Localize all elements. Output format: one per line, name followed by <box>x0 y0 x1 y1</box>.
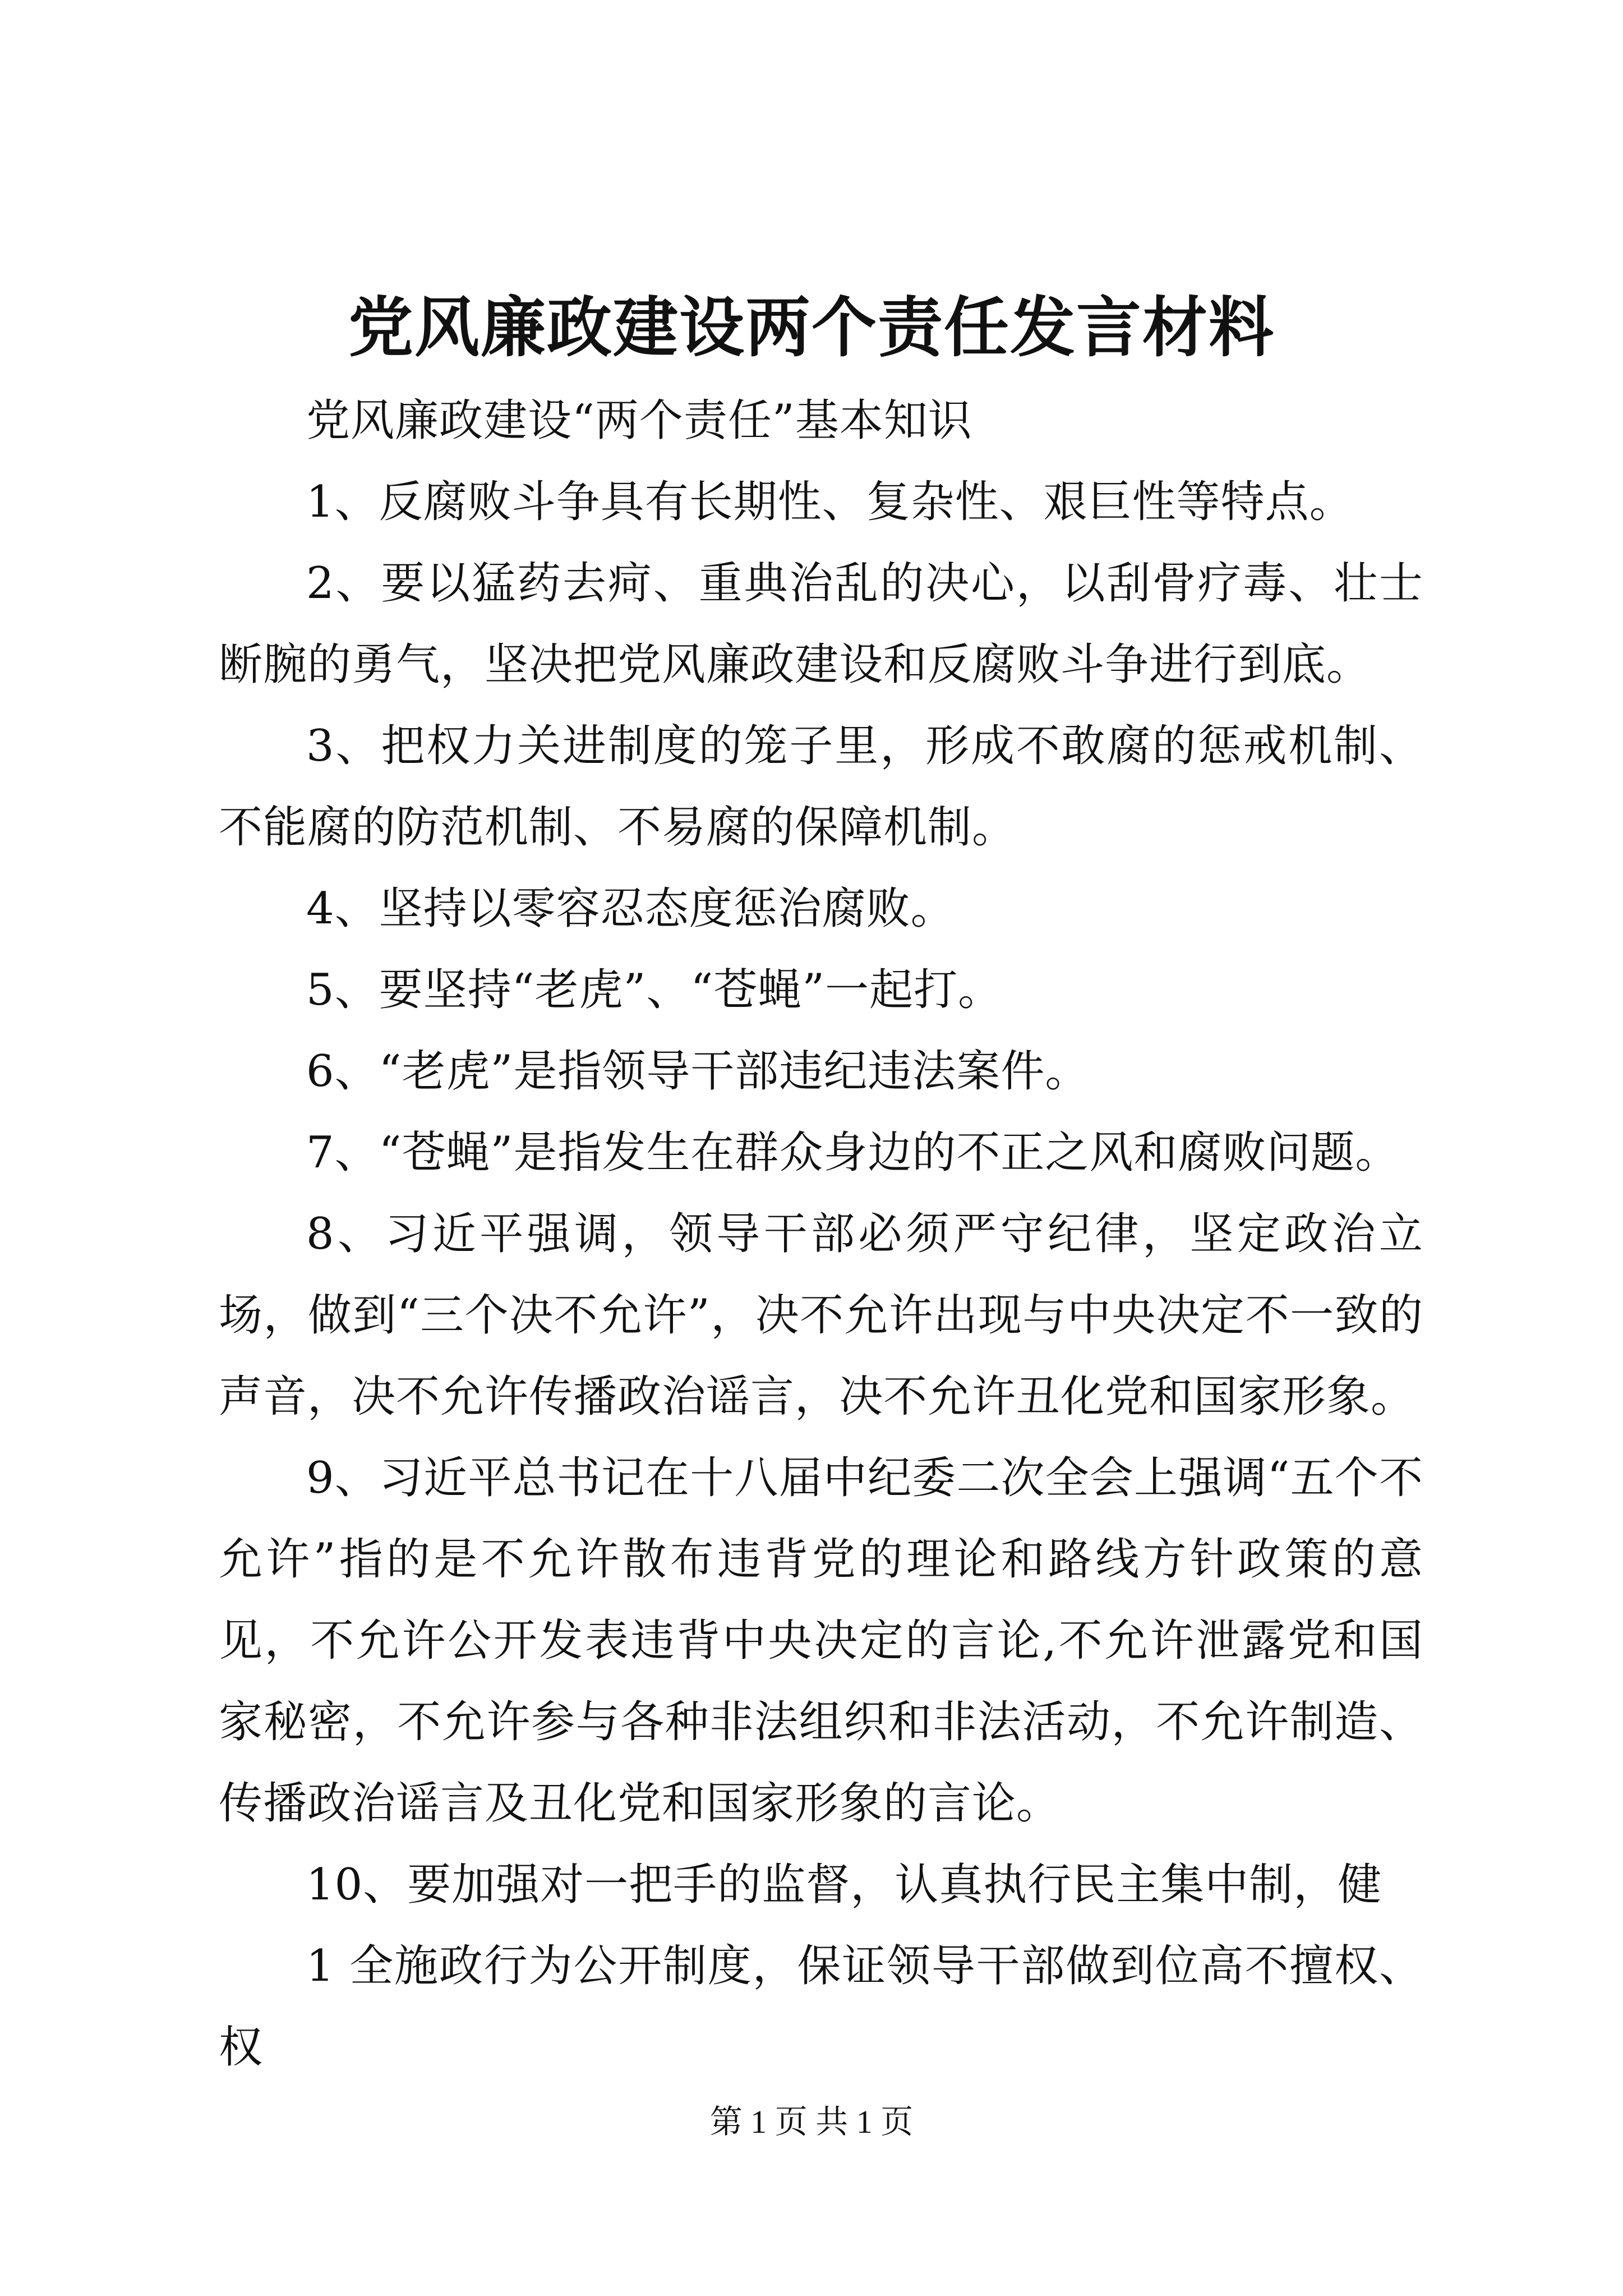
paragraph: 5、要坚持“老虎”、“苍蝇”一起打。 <box>306 965 1003 1015</box>
document-title: 党风廉政建设两个责任发言材料 <box>348 289 1275 366</box>
document-body <box>219 380 1423 2088</box>
paragraph: 10、要加强对一把手的监督，认真执行民主集中制，健 <box>306 1860 1382 1910</box>
paragraph: 8、习近平强调，领导干部必须严守纪律，坚定政治立场，做到“三个决不允许”，决不允许出现与中央决定不一致的声音，决不允许传播政治谣言，决不允许丑化党和国家形象。 <box>219 1209 1423 1422</box>
paragraph: 1 全施政行为公开制度，保证领导干部做到位高不擅权、权 <box>219 1941 1423 2073</box>
paragraph: 2、要以猛药去疴、重典治乱的决心，以刮骨疗毒、壮士断腕的勇气，坚决把党风廉政建设和反腐败斗争进行到底。 <box>219 558 1423 690</box>
paragraph: 1、反腐败斗争具有长期性、复杂性、艰巨性等特点。 <box>306 477 1354 527</box>
paragraph: 6、“老虎”是指领导干部违纪违法案件。 <box>306 1046 1090 1097</box>
paragraph: 4、坚持以零容忍态度惩治腐败。 <box>306 884 955 934</box>
paragraph: 3、把权力关进制度的笼子里，形成不敢腐的惩戒机制、不能腐的防范机制、不易腐的保障机制。 <box>219 721 1423 853</box>
page-footer: 第 1 页 共 1 页 <box>709 2104 914 2140</box>
paragraph: 党风廉政建设“两个责任”基本知识 <box>306 395 972 446</box>
paragraph: 9、习近平总书记在十八届中纪委二次全会上强调“五个不允许”指的是不允许散布违背党的理论和路线方针政策的意见，不允许公开发表违背中央决定的言论,不允许泄露党和国家秘密，不允许参与各种非法组织和非法活动，不允许制造、传播政治谣言及丑化党和国家形象的言论。 <box>219 1453 1423 1829</box>
paragraph: 7、“苍蝇”是指发生在群众身边的不正之风和腐败问题。 <box>306 1128 1400 1178</box>
